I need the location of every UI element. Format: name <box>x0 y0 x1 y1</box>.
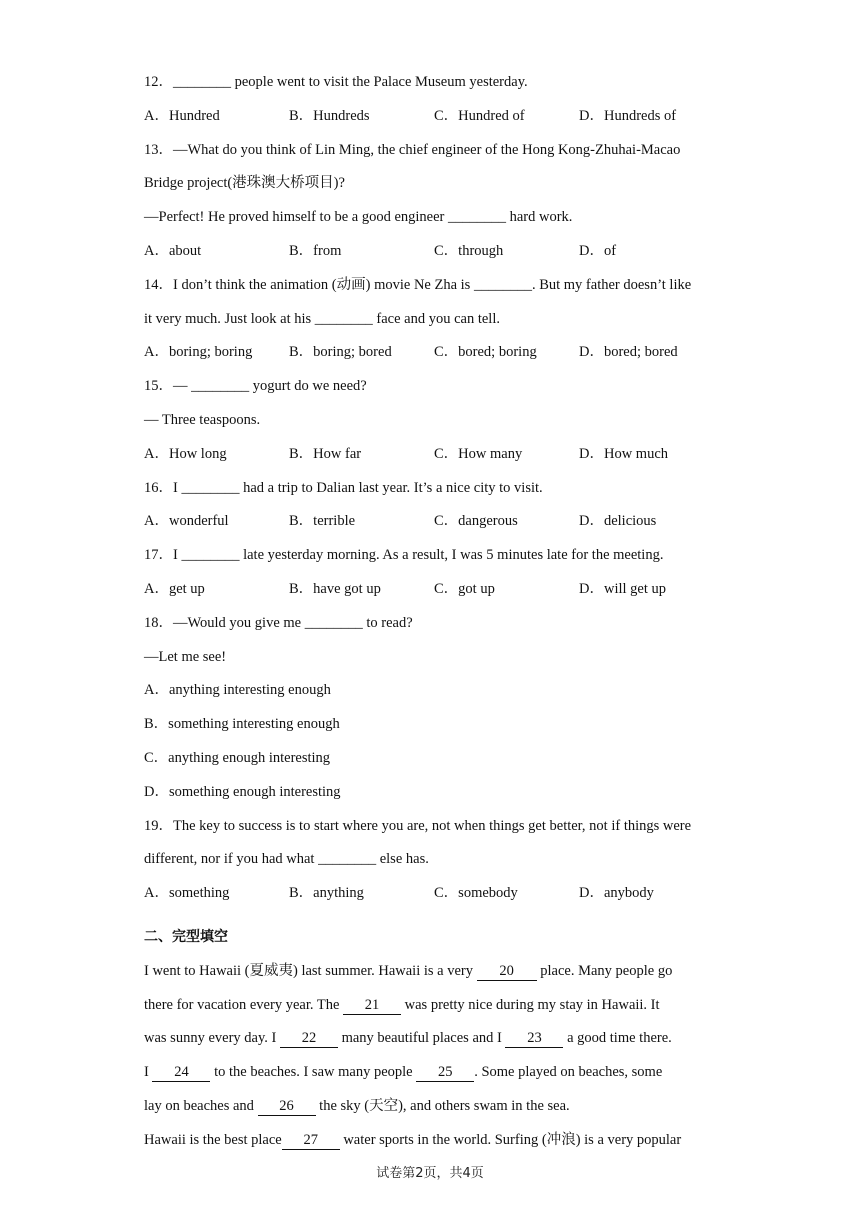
question-block <box>144 269 724 370</box>
section-heading: 二、完型填空 <box>144 928 228 945</box>
passage-text: to the beaches. I saw many people <box>210 1064 417 1081</box>
option: A．Hundred <box>144 107 220 124</box>
passage-text: I <box>144 1064 153 1081</box>
blank-number: 24 <box>152 1064 210 1082</box>
option: A．How long <box>144 445 227 462</box>
question-block <box>144 539 724 607</box>
options-row <box>144 100 724 134</box>
options-row <box>144 336 724 370</box>
question-text: —Let me see! <box>144 648 227 665</box>
option: B．How far <box>289 445 362 462</box>
option: C．through <box>434 242 504 259</box>
question-text: 18．—Would you give me ________ to read? <box>144 614 413 631</box>
passage-line <box>144 1124 724 1158</box>
question-text: 17．I ________ late yesterday morning. As a result, I was 5 minutes late for the meeting. <box>144 547 664 564</box>
question-text: 16．I ________ had a trip to Dalian last year. It’s a nice city to visit. <box>144 479 543 496</box>
question-text: — Three teaspoons. <box>144 411 261 428</box>
question-block <box>144 134 724 269</box>
option: D．something enough interesting <box>144 783 341 800</box>
option: A．get up <box>144 580 205 597</box>
passage-line <box>144 1022 724 1056</box>
question-block <box>144 66 724 134</box>
blank-number: 22 <box>280 1030 338 1048</box>
option: D．How much <box>579 445 669 462</box>
passage-text: Hawaii is the best place <box>144 1131 282 1148</box>
options-row <box>144 438 724 472</box>
options-row <box>144 573 724 607</box>
passage-line <box>144 955 724 989</box>
question-text: —Perfect! He proved himself to be a good engineer ________ hard work. <box>144 209 573 226</box>
passage-text: a good time there. <box>563 1030 672 1047</box>
options-row <box>144 235 724 269</box>
option: B．something interesting enough <box>144 716 340 733</box>
passage-text: I went to Hawaii (夏威夷) last summer. Hawaii is a very <box>144 962 477 979</box>
question-block <box>144 607 724 810</box>
question-text: it very much. Just look at his ________ face and you can tell. <box>144 310 500 327</box>
question-text: Bridge project(港珠澳大桥项目)? <box>144 175 345 192</box>
option: D．will get up <box>579 580 666 597</box>
passage-text: lay on beaches and <box>144 1097 258 1114</box>
question-text: 13．—What do you think of Lin Ming, the chief engineer of the Hong Kong-Zhuhai-Macao <box>144 141 681 158</box>
passage-text: was sunny every day. I <box>144 1030 280 1047</box>
passage-text: there for vacation every year. The <box>144 996 344 1013</box>
passage-line <box>144 1056 724 1090</box>
question-block <box>144 370 724 471</box>
option: C．somebody <box>434 885 518 902</box>
option: B．have got up <box>289 580 381 597</box>
passage-text: . Some played on beaches, some <box>474 1064 663 1081</box>
option: B．anything <box>289 885 364 902</box>
option: C．anything enough interesting <box>144 749 331 766</box>
question-block <box>144 472 724 540</box>
option: B．boring; bored <box>289 344 392 361</box>
passage-line <box>144 989 724 1023</box>
question-block <box>144 810 724 911</box>
blank-number: 26 <box>258 1098 316 1116</box>
passage-text: place. Many people go <box>536 962 673 979</box>
option: A．anything interesting enough <box>144 682 331 699</box>
passage-text: water sports in the world. Surfing (冲浪) is a very popular <box>339 1131 682 1148</box>
passage-text: the sky (天空), and others swam in the sea. <box>315 1097 570 1114</box>
option: B．Hundreds <box>289 107 370 124</box>
cloze-section <box>144 921 724 1158</box>
option: D．anybody <box>579 885 654 902</box>
page-footer: 试卷第2页，共4页 <box>376 1166 484 1181</box>
option: D．Hundreds of <box>579 107 677 124</box>
blank-number: 25 <box>416 1064 474 1082</box>
exam-page <box>144 66 724 1158</box>
passage-text: was pretty nice during my stay in Hawaii. It <box>401 996 660 1013</box>
passage-text: many beautiful places and I <box>337 1030 506 1047</box>
blank-number: 23 <box>505 1030 563 1048</box>
option: B．terrible <box>289 513 356 530</box>
option: C．How many <box>434 445 523 462</box>
option: A．something <box>144 885 230 902</box>
question-text: 14．I don’t think the animation (动画) movie Ne Zha is ________. But my father doesn’t like <box>144 276 692 293</box>
passage-line <box>144 1090 724 1124</box>
question-text: 15．— ________ yogurt do we need? <box>144 378 367 395</box>
option: D．of <box>579 242 617 259</box>
option: A．about <box>144 242 202 259</box>
option: B．from <box>289 242 342 259</box>
blank-number: 20 <box>477 963 537 981</box>
option: D．bored; bored <box>579 344 678 361</box>
blank-number: 21 <box>343 997 401 1015</box>
question-text: 12．________ people went to visit the Palace Museum yesterday. <box>144 74 528 90</box>
option: A．wonderful <box>144 513 229 530</box>
blank-number: 27 <box>282 1132 340 1150</box>
question-text: 19．The key to success is to start where you are, not when things get better, not if things were <box>144 817 692 834</box>
option: D．delicious <box>579 513 657 530</box>
option: C．bored; boring <box>434 344 537 361</box>
question-text: different, nor if you had what ________ else has. <box>144 851 429 868</box>
option: A．boring; boring <box>144 344 253 361</box>
option: C．got up <box>434 580 495 597</box>
option: C．Hundred of <box>434 107 525 124</box>
options-row <box>144 505 724 539</box>
option: C．dangerous <box>434 513 518 530</box>
options-row <box>144 877 724 911</box>
